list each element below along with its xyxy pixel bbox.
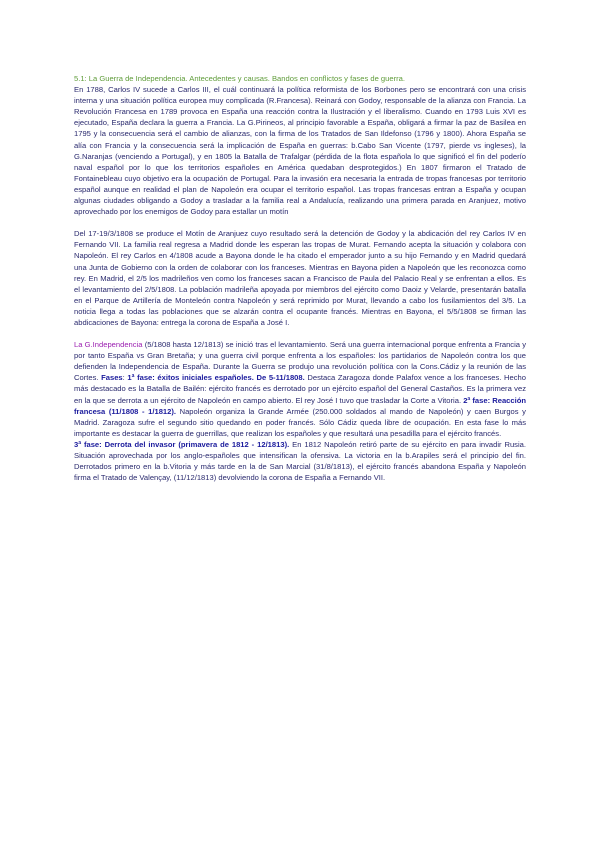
- term-guerra-independencia: La G.Independencia: [74, 340, 143, 350]
- paragraph-antecedentes: En 1788, Carlos IV sucede a Carlos III, el cuál continuará la política reformista de los Borbones pero se encontrará con una crisis interna y una situación política europea muy complicada (R.Francesa). Reinará con Godoy, responsable de la alianza con Francia. La Revolución Francesa en 1789 provoca en España una reacción contra la Ilustración y el liberalismo. Cuando en 1793 Luis XVI es ejecutado, España declara la guerra a Francia. La G.Pirineos, al principio favorable a España, obligará a firmar la paz de Basilea en 1795 y la consecuencia será el cambio de alianzas, con la firma de los Tratados de San Ildefonso (1796 y 1800). Ahora España se alía con Francia y la consecuencia será la implicación de España en guerras: b.Cabo San Vicente (1797, pierde vs ingleses), la G.Naranjas (venciendo a Portugal), y en 1805 la Batalla de Trafalgar (pérdida de la flota española lo que significó el fin del poderío naval español por lo que los territorios españoles en América quedaban desprotegidos.) En 1807 firmaron el Tratado de Fontainebleau cuyo objetivo era la ocupación de Portugal. Para la invasión era necesaria la entrada de tropas francesas por territorio español aunque en realidad el plan de Napoleón era ocupar el territorio español. Las tropas francesas entran a España y ocupan algunas ciudades obligando a Godoy a trasladar a la familia real a Andalucía, realizando una primera parada en Aranjuez, motivo aprovechado por los enemigos de Godoy para estallar un motín: [74, 85, 526, 217]
- paragraph-gap: [74, 217, 526, 228]
- paragraph-motin-aranjuez: Del 17-19/3/1808 se produce el Motín de Aranjuez cuyo resultado será la detención de Godoy y la abdicación del rey Carlos IV en Fernando VII. La familia real regresa a Madrid donde les esperan las tropas de Murat. Fernando acepta la situación y colabora con Napoleón. El rey Carlos en 4/1808 acude a Bayona donde le ha citado el emperador junto a su hijo Fernando y en Madrid quedará una Junta de Gobierno con la orden de colaborar con los franceses. Mientras en Bayona piden a Napoleón que les reconozca como rey. En Madrid, el 2/5 los madrileños ven como los franceses sacan a Francisco de Paula del Palacio Real y se enfrentan a ellos. Es el levantamiento del 2/5/1808. La población madrileña apoyada por miembros del ejército como Daoiz y Velarde, presentarán batalla en el Parque de Artillería de Monteleón contra Napoleón y será reprimido por Murat, llevando a cabo los fusilamientos del 3/5. La noticia llega a todas las poblaciones que se alzarán contra el ocupante francés. Mientras en Bayona, el 5/5/1808 se firman las abdicaciones de Bayona: entrega la corona de España a José I.: [74, 229, 526, 327]
- text-span: Napoleón organiza la Grande Armée (250.000 soldados al mando de Napoleón) y caen Burgos y Madrid. Zaragoza sufre el segundo sitio quedando en poder francés. Sólo Cádiz queda libre de ocupación. En esta fase lo más importante es destacar la guerra de guerrillas, que realizan los españoles y que resultará una pesadilla para el ejército francés.: [74, 406, 526, 438]
- phase-1-title: 1ª fase: éxitos iniciales españoles. De 5-11/1808.: [127, 373, 305, 383]
- phase-3-title: 3ª fase: Derrota del invasor (primavera de 1812 - 12/1813).: [74, 439, 290, 449]
- paragraph-guerra-independencia: [74, 339, 526, 483]
- text-span: (5/1808 hasta 12/1813) se inició tras el levantamiento. Será una guerra internacional porque enfrenta a Francia y por tanto España vs Gran Bretaña; y una guerra civil porque enfrenta a los españoles: los partidarios de Napoleón contra los que defienden la Independencia de España. Durante la Guerra se produjo una revolución política con la Cons.Cádiz y la reunión de las Cortes.: [74, 340, 527, 383]
- paragraph-gap: [74, 328, 526, 339]
- label-fases: Fases: [101, 373, 123, 383]
- text-span: En 1812 Napoleón retiró parte de su ejército en para invadir Rusia. Situación aprovechada por los anglo-españoles que intensifican la ofensiva. La victoria en la b.Arapiles será el principio del fin. Derrotados primero en la b.Vitoria y más tarde en la de San Marcial (31/8/1813), el ejército francés abandona España y Napoleón firma el Tratado de Valençay, (11/12/1813) devolviendo la corona de España a Fernando VII.: [74, 439, 527, 483]
- phase-2-title: 2ª fase: Reacción francesa (11/1808 - 1/1812).: [74, 395, 526, 416]
- text-span: :: [122, 373, 128, 383]
- text-span: Destaca Zaragoza donde Palafox vence a los franceses. Hecho más destacado es la Batalla de Bailén: ejército francés es derrotado por un ejército español del General Castaños. Es la primera vez en la que se derrota a un ejército de Napoleón en campo abierto. El rey José I tuvo que trasladar la Corte a Vitoria.: [74, 373, 526, 405]
- section-heading: 5.1: La Guerra de Independencia. Antecedentes y causas. Bandos en conflictos y fases de guerra.: [74, 74, 405, 83]
